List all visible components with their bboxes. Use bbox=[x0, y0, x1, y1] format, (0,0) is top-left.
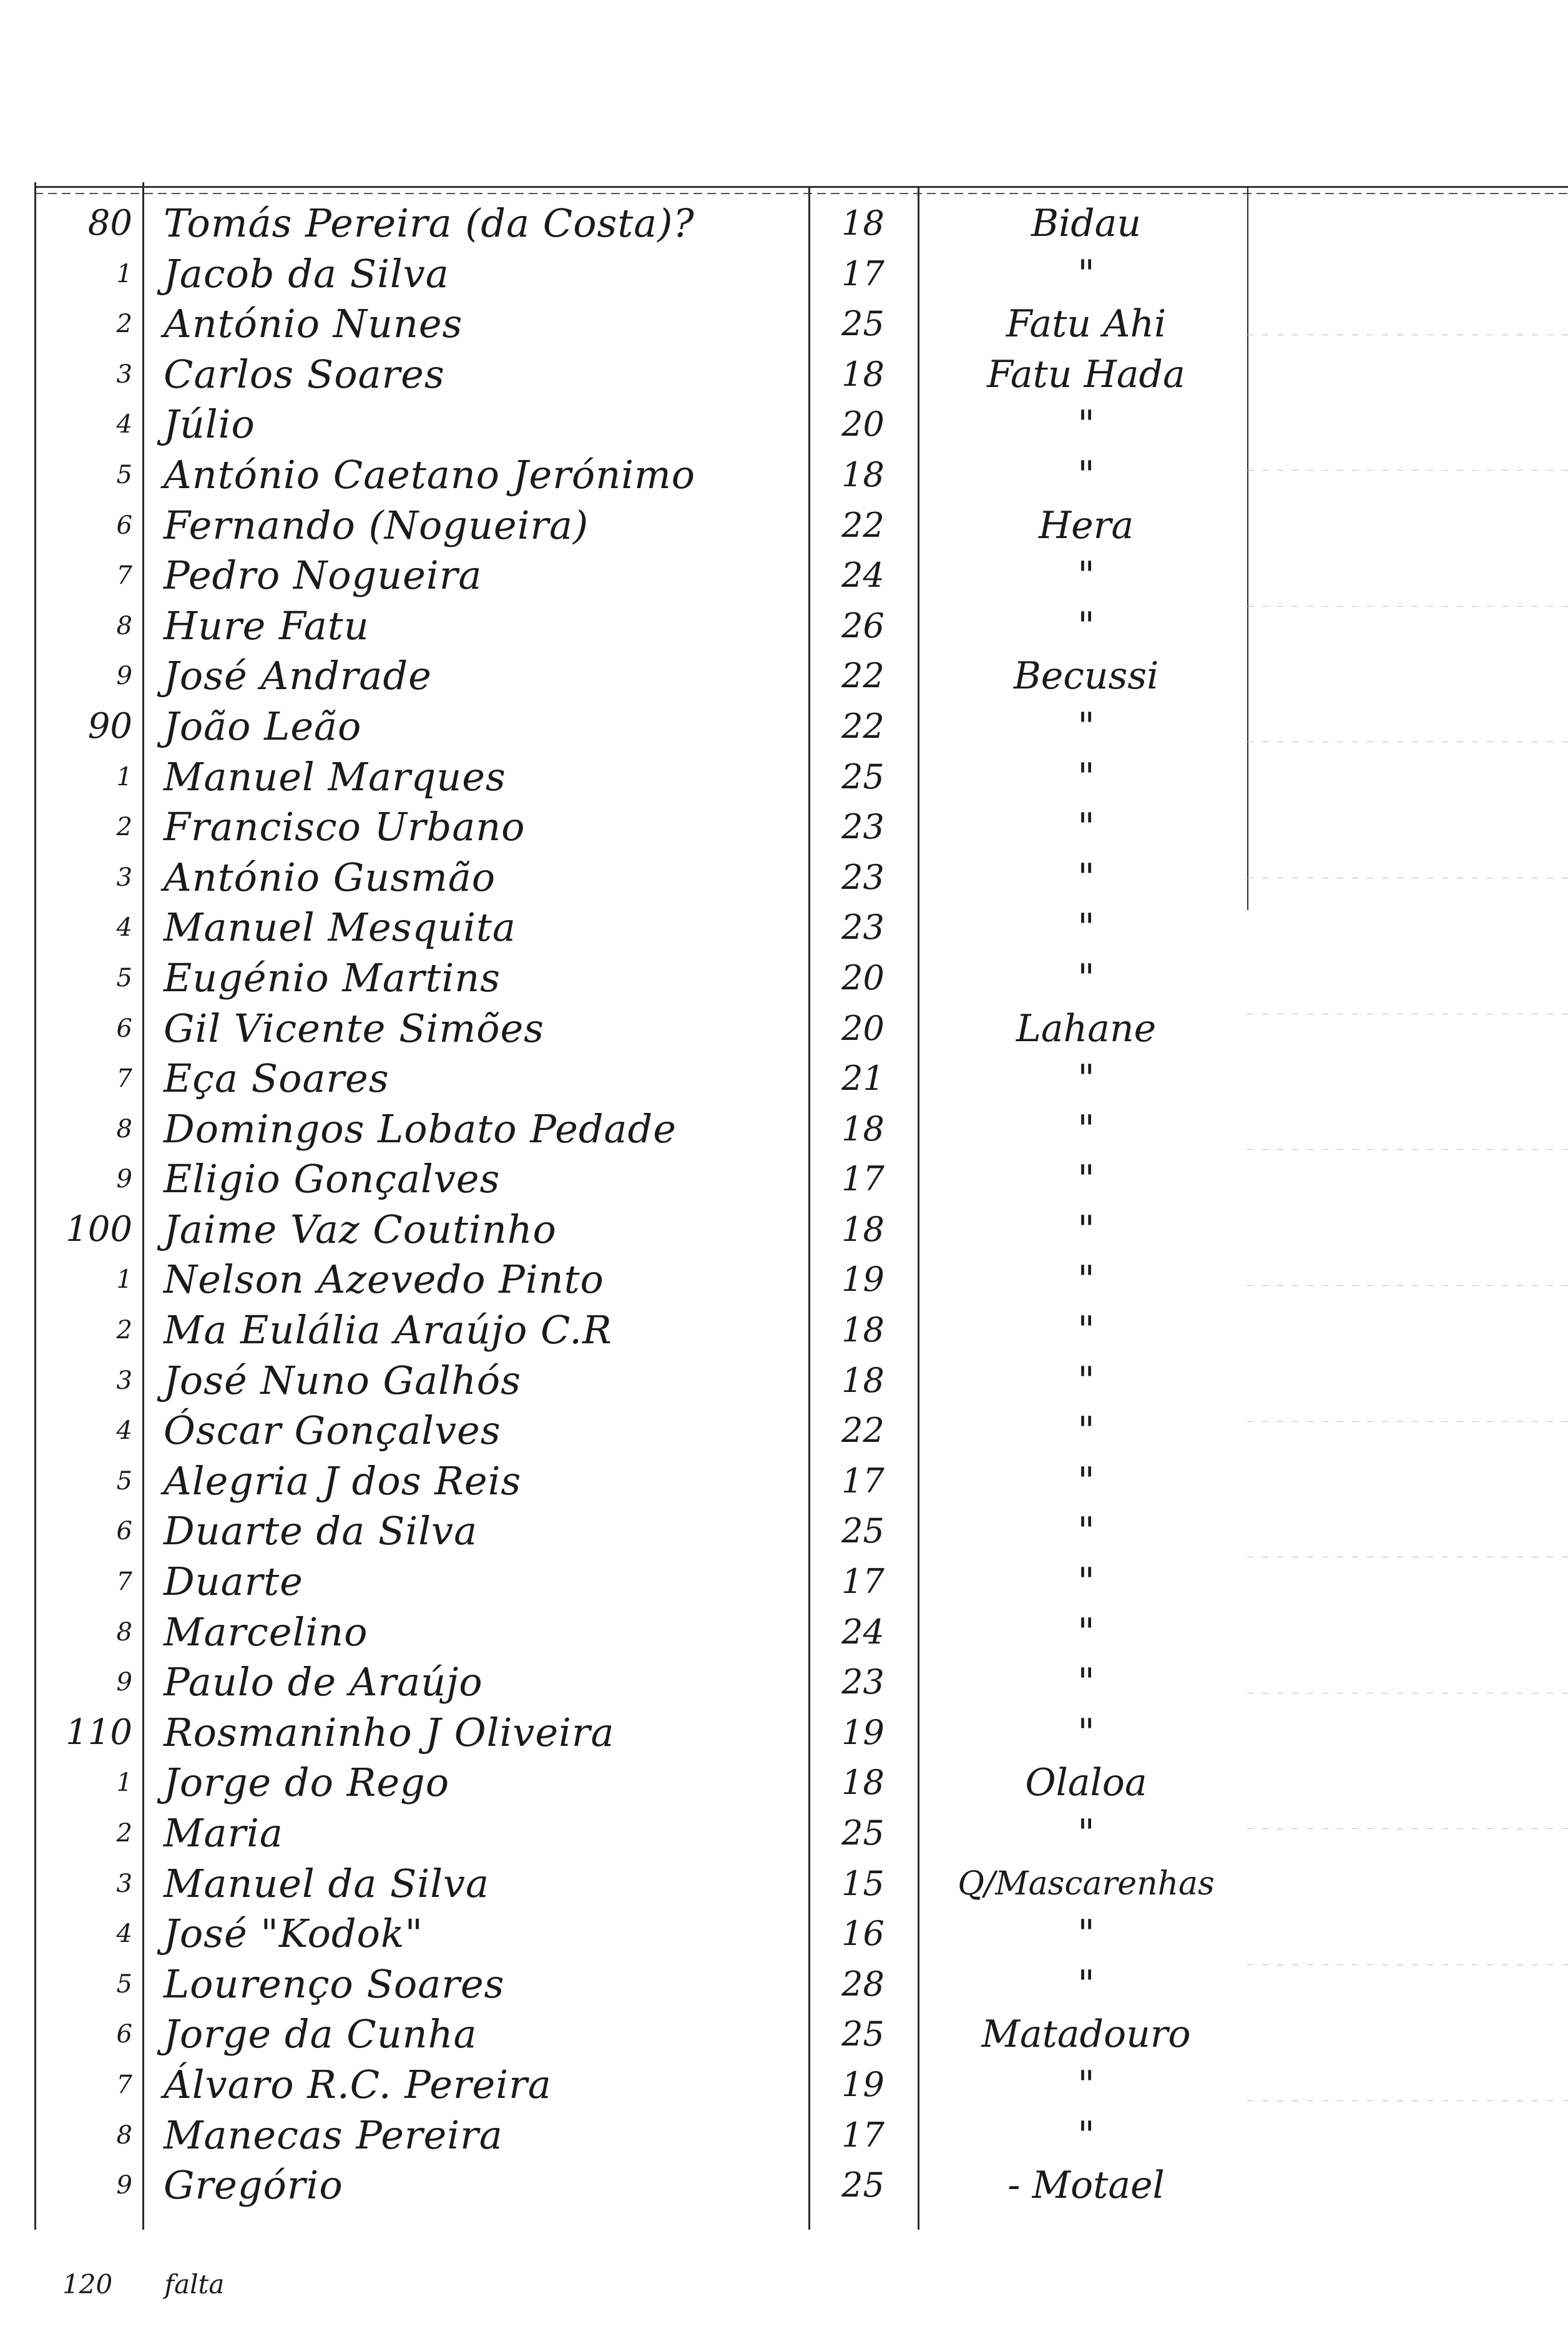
entry-age: 18 bbox=[841, 1763, 884, 1803]
entry-age: 17 bbox=[841, 1461, 884, 1501]
margin-guide-line bbox=[1247, 2100, 1568, 2101]
entry-name: Lourenço Soares bbox=[164, 1961, 505, 2007]
roster-row bbox=[0, 1506, 1568, 1557]
roster-row bbox=[0, 651, 1568, 702]
entry-age: 19 bbox=[841, 1260, 884, 1300]
entry-name: Pedro Nogueira bbox=[164, 552, 483, 599]
entry-place: " bbox=[1077, 906, 1095, 950]
entry-name: Carlos Soares bbox=[164, 351, 445, 397]
roster-row bbox=[0, 1909, 1568, 1959]
roster-row bbox=[0, 1305, 1568, 1356]
entry-number: 7 bbox=[116, 1064, 132, 1094]
entry-place: " bbox=[1077, 2062, 1095, 2107]
roster-list bbox=[0, 198, 1568, 2211]
entry-number: 2 bbox=[116, 1316, 132, 1345]
entry-place: Fatu Ahi bbox=[1006, 302, 1167, 346]
margin-guide-line bbox=[1247, 1964, 1568, 1965]
top-dashed-rule bbox=[34, 193, 1568, 194]
entry-age: 15 bbox=[841, 1863, 884, 1903]
entry-place: " bbox=[1077, 805, 1095, 850]
entry-name: João Leão bbox=[164, 703, 362, 749]
entry-name: Eligio Gonçalves bbox=[164, 1156, 501, 1202]
entry-place: " bbox=[1077, 403, 1095, 447]
entry-place: - Motael bbox=[1007, 2163, 1165, 2208]
entry-number: 1 bbox=[116, 1768, 132, 1798]
entry-place: " bbox=[1077, 1308, 1095, 1353]
entry-number: 7 bbox=[116, 2070, 132, 2099]
entry-number: 1 bbox=[116, 1265, 132, 1295]
entry-name: Alegria J dos Reis bbox=[164, 1458, 522, 1504]
entry-number: 9 bbox=[116, 1165, 132, 1194]
entry-age: 19 bbox=[841, 1712, 884, 1752]
entry-age: 18 bbox=[841, 454, 884, 494]
roster-row bbox=[0, 450, 1568, 501]
entry-number: 2 bbox=[116, 310, 132, 339]
entry-number: 7 bbox=[116, 1567, 132, 1597]
entry-age: 18 bbox=[841, 1360, 884, 1400]
entry-name: Manuel Mesquita bbox=[164, 904, 516, 951]
entry-age: 25 bbox=[841, 304, 884, 344]
entry-name: Eça Soares bbox=[164, 1056, 390, 1102]
entry-number: 3 bbox=[116, 360, 132, 389]
roster-row bbox=[0, 1708, 1568, 1758]
entry-age: 18 bbox=[841, 1310, 884, 1350]
entry-name: Jorge da Cunha bbox=[164, 2011, 478, 2057]
entry-place: " bbox=[1077, 1962, 1095, 2006]
entry-place: Matadouro bbox=[981, 2012, 1191, 2057]
entry-name: José Nuno Galhós bbox=[164, 1357, 521, 1403]
entry-age: 20 bbox=[841, 404, 884, 444]
entry-number: 5 bbox=[116, 963, 132, 992]
entry-number: 8 bbox=[116, 1114, 132, 1144]
margin-guide-line bbox=[1247, 1285, 1568, 1286]
roster-row bbox=[0, 1859, 1568, 1909]
entry-name: Manuel Marques bbox=[164, 753, 506, 800]
entry-place: " bbox=[1077, 554, 1095, 598]
entry-age: 20 bbox=[841, 958, 884, 997]
roster-row bbox=[0, 2060, 1568, 2110]
entry-name: Júlio bbox=[164, 401, 255, 448]
entry-name: Nelson Azevedo Pinto bbox=[164, 1257, 604, 1303]
roster-row bbox=[0, 2160, 1568, 2211]
entry-number: 100 bbox=[66, 1208, 132, 1250]
entry-number: 110 bbox=[66, 1712, 132, 1753]
entry-name: Gregório bbox=[164, 2162, 343, 2208]
entry-place: " bbox=[1077, 1057, 1095, 1101]
roster-row bbox=[0, 1808, 1568, 1859]
entry-age: 23 bbox=[841, 1662, 884, 1702]
entry-age: 28 bbox=[841, 1964, 884, 2004]
roster-row bbox=[0, 601, 1568, 652]
entry-age: 24 bbox=[841, 556, 884, 595]
roster-row bbox=[0, 1657, 1568, 1708]
roster-row bbox=[0, 1406, 1568, 1456]
entry-age: 24 bbox=[841, 1612, 884, 1652]
entry-place: " bbox=[1077, 604, 1095, 648]
roster-row bbox=[0, 953, 1568, 1004]
entry-number: 3 bbox=[116, 1869, 132, 1898]
roster-row bbox=[0, 249, 1568, 300]
entry-age: 23 bbox=[841, 857, 884, 897]
entry-age: 20 bbox=[841, 1008, 884, 1048]
page-footer bbox=[62, 2260, 224, 2310]
roster-row bbox=[0, 299, 1568, 350]
roster-row bbox=[0, 752, 1568, 803]
entry-place: " bbox=[1077, 956, 1095, 1000]
entry-place: Hera bbox=[1038, 503, 1134, 547]
roster-row bbox=[0, 1456, 1568, 1507]
entry-place: Q/Mascarenhas bbox=[958, 1864, 1215, 1903]
entry-name: Maria bbox=[164, 1810, 283, 1856]
roster-row bbox=[0, 1004, 1568, 1054]
roster-row bbox=[0, 1557, 1568, 1607]
entry-age: 25 bbox=[841, 1511, 884, 1551]
roster-row bbox=[0, 198, 1568, 249]
entry-age: 17 bbox=[841, 2115, 884, 2155]
roster-row bbox=[0, 1356, 1568, 1406]
entry-name: António Caetano Jerónimo bbox=[164, 451, 696, 497]
entry-number: 5 bbox=[116, 1969, 132, 1999]
margin-guide-line bbox=[1247, 606, 1568, 607]
margin-guide-line bbox=[1247, 470, 1568, 471]
entry-place: " bbox=[1077, 1157, 1095, 1202]
entry-name: Duarte bbox=[164, 1559, 303, 1605]
entry-place: Olaloa bbox=[1025, 1761, 1147, 1805]
entry-number: 9 bbox=[116, 662, 132, 691]
entry-age: 17 bbox=[841, 253, 884, 293]
entry-place: " bbox=[1077, 1258, 1095, 1302]
entry-place: " bbox=[1077, 1509, 1095, 1554]
entry-age: 22 bbox=[841, 505, 884, 545]
entry-number: 9 bbox=[116, 2171, 132, 2200]
roster-row bbox=[0, 1054, 1568, 1104]
entry-number: 80 bbox=[87, 203, 132, 243]
entry-number: 9 bbox=[116, 1668, 132, 1697]
entry-number: 4 bbox=[116, 913, 132, 943]
roster-row bbox=[0, 2009, 1568, 2060]
entry-name: António Nunes bbox=[164, 301, 463, 347]
entry-number: 3 bbox=[116, 863, 132, 892]
entry-number: 4 bbox=[116, 1416, 132, 1446]
entry-age: 18 bbox=[841, 354, 884, 394]
entry-age: 18 bbox=[841, 1209, 884, 1249]
footer-note: falta bbox=[164, 2269, 225, 2300]
entry-place: Lahane bbox=[1016, 1006, 1157, 1051]
roster-row bbox=[0, 399, 1568, 450]
entry-age: 25 bbox=[841, 1813, 884, 1853]
entry-number: 90 bbox=[87, 705, 132, 747]
entry-name: Marcelino bbox=[164, 1609, 368, 1655]
roster-row bbox=[0, 1255, 1568, 1305]
entry-place: " bbox=[1077, 755, 1095, 799]
entry-place: " bbox=[1077, 1610, 1095, 1654]
entry-number: 1 bbox=[116, 259, 132, 288]
entry-name: Hure Fatu bbox=[164, 602, 370, 649]
margin-guide-line bbox=[1247, 1421, 1568, 1422]
entry-place: " bbox=[1077, 855, 1095, 899]
entry-place: " bbox=[1077, 704, 1095, 748]
entry-place: " bbox=[1077, 1358, 1095, 1403]
entry-age: 18 bbox=[841, 203, 884, 243]
entry-number: 4 bbox=[116, 410, 132, 439]
roster-row bbox=[0, 551, 1568, 601]
entry-name: Ma Eulália Araújo C.R bbox=[164, 1307, 612, 1353]
entry-name: Gil Vicente Simões bbox=[164, 1005, 544, 1051]
roster-row bbox=[0, 1104, 1568, 1155]
entry-place: " bbox=[1077, 1811, 1095, 1855]
entry-name: Paulo de Araújo bbox=[164, 1659, 483, 1705]
entry-number: 5 bbox=[116, 1466, 132, 1496]
roster-row bbox=[0, 1607, 1568, 1658]
entry-name: Tomás Pereira (da Costa)? bbox=[164, 200, 695, 246]
entry-name: António Gusmão bbox=[164, 854, 496, 900]
roster-row bbox=[0, 903, 1568, 953]
entry-place: Becussi bbox=[1013, 654, 1159, 698]
entry-age: 22 bbox=[841, 1411, 884, 1451]
entry-name: Óscar Gonçalves bbox=[164, 1408, 501, 1454]
entry-age: 21 bbox=[841, 1059, 884, 1099]
entry-place: " bbox=[1077, 1107, 1095, 1151]
entry-name: Eugénio Martins bbox=[164, 954, 501, 1001]
entry-age: 23 bbox=[841, 807, 884, 847]
entry-place: Bidau bbox=[1031, 202, 1142, 245]
entry-number: 2 bbox=[116, 1819, 132, 1848]
entry-name: Fernando (Nogueira) bbox=[164, 502, 589, 548]
entry-number: 5 bbox=[116, 460, 132, 489]
entry-name: Jaime Vaz Coutinho bbox=[164, 1206, 557, 1252]
entry-place: " bbox=[1077, 1660, 1095, 1705]
entry-name: José "Kodok" bbox=[164, 1911, 423, 1957]
entry-age: 19 bbox=[841, 2064, 884, 2104]
entry-number: 3 bbox=[116, 1366, 132, 1395]
entry-number: 8 bbox=[116, 611, 132, 640]
entry-age: 17 bbox=[841, 1562, 884, 1602]
entry-number: 4 bbox=[116, 1919, 132, 1949]
entry-age: 25 bbox=[841, 2014, 884, 2054]
roster-row bbox=[0, 2110, 1568, 2161]
entry-age: 23 bbox=[841, 908, 884, 948]
entry-place: " bbox=[1077, 1912, 1095, 1956]
entry-number: 6 bbox=[116, 1517, 132, 1546]
entry-place: " bbox=[1077, 1207, 1095, 1252]
entry-number: 8 bbox=[116, 1617, 132, 1647]
entry-age: 22 bbox=[841, 656, 884, 696]
entry-place: " bbox=[1077, 1710, 1095, 1755]
entry-number: 2 bbox=[116, 813, 132, 842]
entry-number: 6 bbox=[116, 2020, 132, 2049]
entry-name: Jorge do Rego bbox=[164, 1760, 450, 1806]
entry-age: 17 bbox=[841, 1159, 884, 1199]
entry-age: 22 bbox=[841, 706, 884, 746]
entry-place: " bbox=[1077, 1459, 1095, 1503]
roster-row bbox=[0, 1205, 1568, 1255]
entry-place: " bbox=[1077, 252, 1095, 296]
entry-number: 7 bbox=[116, 561, 132, 590]
entry-name: Manecas Pereira bbox=[164, 2112, 503, 2158]
entry-name: José Andrade bbox=[164, 653, 432, 699]
roster-row bbox=[0, 702, 1568, 752]
margin-guide-line bbox=[1247, 1149, 1568, 1150]
footer-number: 120 bbox=[62, 2269, 113, 2300]
roster-row bbox=[0, 501, 1568, 551]
entry-number: 6 bbox=[116, 511, 132, 540]
entry-number: 8 bbox=[116, 2120, 132, 2150]
entry-name: Francisco Urbano bbox=[164, 804, 526, 850]
entry-name: Álvaro R.C. Pereira bbox=[164, 2061, 552, 2107]
entry-place: " bbox=[1077, 2113, 1095, 2157]
roster-row bbox=[0, 1758, 1568, 1808]
entry-age: 25 bbox=[841, 757, 884, 796]
entry-age: 18 bbox=[841, 1109, 884, 1149]
roster-row bbox=[0, 350, 1568, 400]
entry-age: 25 bbox=[841, 2165, 884, 2205]
entry-number: 6 bbox=[116, 1014, 132, 1043]
entry-name: Rosmaninho J Oliveira bbox=[164, 1709, 615, 1755]
entry-place: " bbox=[1077, 1409, 1095, 1453]
entry-place: " bbox=[1077, 453, 1095, 497]
entry-number: 1 bbox=[116, 762, 132, 791]
entry-name: Domingos Lobato Pedade bbox=[164, 1105, 677, 1152]
roster-row bbox=[0, 802, 1568, 853]
entry-name: Jacob da Silva bbox=[164, 250, 449, 296]
entry-age: 26 bbox=[841, 605, 884, 645]
entry-place: Fatu Hada bbox=[987, 352, 1185, 396]
entry-name: Duarte da Silva bbox=[164, 1508, 478, 1554]
roster-row bbox=[0, 1959, 1568, 2010]
entry-name: Manuel da Silva bbox=[164, 1860, 490, 1906]
roster-row bbox=[0, 1154, 1568, 1205]
top-rule bbox=[34, 186, 1568, 188]
margin-guide-line bbox=[1247, 1828, 1568, 1829]
entry-place: " bbox=[1077, 1560, 1095, 1604]
entry-age: 16 bbox=[841, 1914, 884, 1954]
